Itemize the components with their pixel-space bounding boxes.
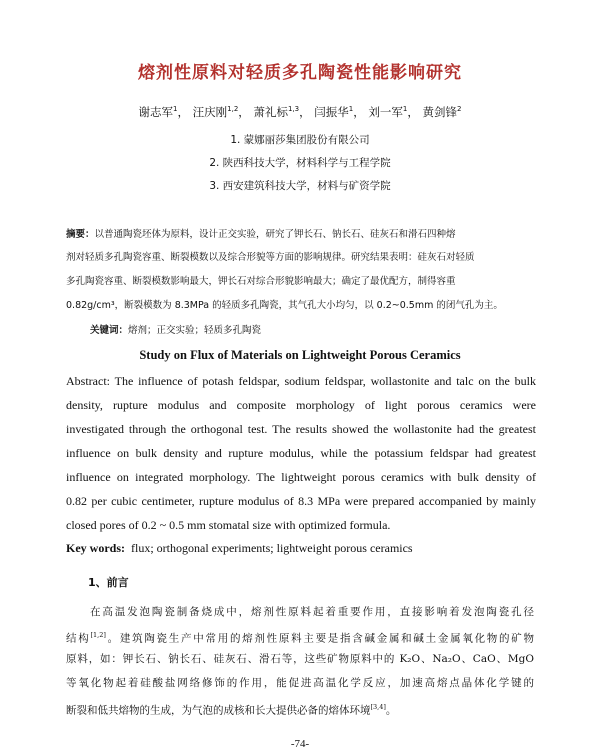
keywords-en-text: flux; orthogonal experiments; lightweight porous ceramics xyxy=(131,541,413,555)
abstract-en-line: closed pores of 0.2 ~ 0.5 mm stomatal size with optimized formula. xyxy=(66,518,391,532)
citation: [1,2] xyxy=(90,631,106,639)
author-name: 刘一军 xyxy=(368,105,403,119)
paper-title-en: Study on Flux of Materials on Lightweight Porous Ceramics xyxy=(139,348,461,362)
abstract-en-line: 0.82 per cubic centimeter, rupture modulus of 8.3 MPa were prepared accompanied by mainly xyxy=(66,494,536,508)
body-line: 等氧化物起着硅酸盐网络修饰的作用，能促进高温化学反应，加速高熔点晶体化学键的 xyxy=(66,677,534,689)
body-line: 结构[1,2]。建筑陶瓷生产中常用的熔剂性原料主要是指含碱金属和碱土金属氧化物的矿物 xyxy=(66,631,535,645)
abstract-en-line: influence on bulk density and rupture modulus, while the potassium feldspar had greatest xyxy=(66,446,536,460)
affiliation-2: 2. 陕西科技大学，材料科学与工程学院 xyxy=(209,157,391,169)
abstract-cn-text: 以普通陶瓷坯体为原料，设计正交实验，研究了钾长石、钠长石、硅灰石和滑石四种熔 xyxy=(94,229,456,240)
abstract-cn-line: 多孔陶瓷容重、断裂模数影响最大，钾长石对综合形貌影响最大；确定了最优配方，制得容重 xyxy=(66,276,456,287)
body-line: 在高温发泡陶瓷制备烧成中，熔剂性原料起着重要作用，直接影响着发泡陶瓷孔径 xyxy=(90,606,534,618)
author-name: 闫振华 xyxy=(314,105,349,119)
author-affil-mark: 1 xyxy=(348,105,354,114)
author-affil-mark: 2 xyxy=(457,105,462,114)
abstract-cn-label: 摘要： xyxy=(66,229,95,240)
paper-title-cn: 熔剂性原料对轻质多孔陶瓷性能影响研究 xyxy=(138,63,462,83)
affiliation-3: 3. 西安建筑科技大学，材料与矿资学院 xyxy=(209,180,391,192)
author-affil-mark: 1,2 xyxy=(227,105,239,114)
keywords-cn-label: 关键词： xyxy=(90,325,129,336)
author-list: 谢志军$^1$， 汪庆刚$^{1,2}$， 萧礼标$^{1,3}$， 闫振华$^1$， 刘一军$^1$， 黄剑锋$^2$ xyxy=(138,105,462,119)
abstract-en-label: Abstract: xyxy=(66,374,110,388)
abstract-cn-line: 剂对轻质多孔陶瓷容重、断裂模数以及综合形貌等方面的影响规律。研究结果表明：硅灰石对轻质 xyxy=(66,252,475,263)
body-line: 原料，如：钾长石、钠长石、硅灰石、滑石等，这些矿物原料中的 K₂O、Na₂O、CaO、MgO xyxy=(66,653,534,665)
author-name: 谢志军 xyxy=(138,105,174,119)
keywords-cn xyxy=(90,322,261,336)
abstract-en-line: investigated through the orthogonal test. The results showed the wollastonite had the greatest xyxy=(66,422,536,436)
body-line: 断裂和低共熔物的生成，为气泡的成核和长大提供必备的熔体环境[3,4]。 xyxy=(66,703,397,717)
abstract-en-line xyxy=(66,374,536,388)
author-affil-mark: 1 xyxy=(173,105,178,114)
abstract-en-line: influence on integrated morphology. The lightweight porous ceramics with bulk density of xyxy=(66,470,536,484)
keywords-cn-text: 熔剂；正交实验；轻质多孔陶瓷 xyxy=(128,325,262,336)
author-name: 汪庆刚 xyxy=(192,105,228,119)
affiliation-1: 1. 蒙娜丽莎集团股份有限公司 xyxy=(230,134,370,146)
author-affil-mark: 1,3 xyxy=(287,105,300,114)
section-heading: 1、前言 xyxy=(88,576,129,589)
keywords-en xyxy=(66,541,413,556)
abstract-cn-line: 0.82g/cm³，断裂模数为 8.3MPa 的轻质多孔陶瓷，其气孔大小均匀，以 0.2~0.5mm 的闭气孔为主。 xyxy=(66,300,503,311)
abstract-en-text: The influence of potash feldspar, sodium feldspar, wollastonite and talc on the bulk xyxy=(114,374,536,388)
citation: [3,4] xyxy=(370,703,386,711)
keywords-en-label: Key words: xyxy=(66,541,125,555)
abstract-en-line: density, rupture modulus and composite morphology of light porous ceramics were xyxy=(66,398,536,412)
abstract-cn-line xyxy=(66,226,534,243)
author-name: 萧礼标 xyxy=(253,105,288,119)
author-affil-mark: 1 xyxy=(402,105,408,114)
author-name: 黄剑锋 xyxy=(422,105,457,119)
page-number: -74- xyxy=(290,738,310,750)
